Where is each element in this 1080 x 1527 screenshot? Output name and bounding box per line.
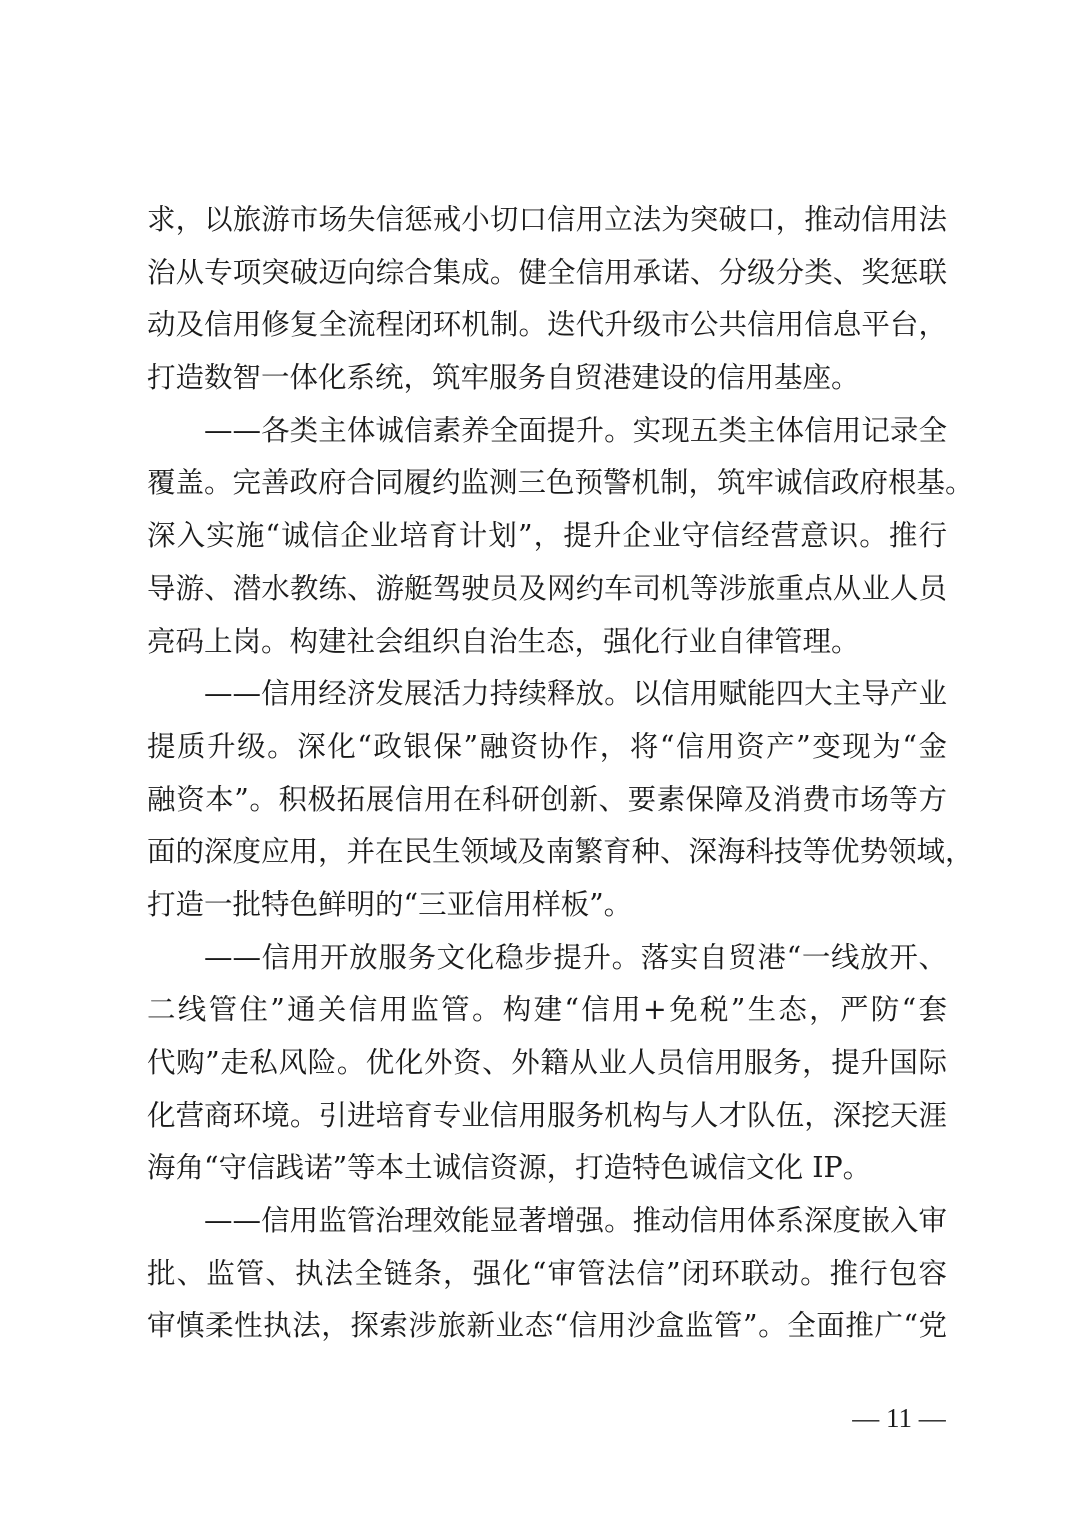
text-line: ——信用经济发展活力持续释放。以信用赋能四大主导产业	[204, 677, 947, 711]
text-line: 深入实施“诚信企业培育计划”，提升企业守信经营意识。推行	[147, 519, 947, 553]
text-line: 代购”走私风险。优化外资、外籍从业人员信用服务，提升国际	[147, 1046, 947, 1079]
paragraph	[147, 194, 947, 405]
text-line: 动及信用修复全流程闭环机制。迭代升级市公共信用信息平台，	[147, 308, 947, 342]
text-line: 批、监管、执法全链条，强化“审管法信”闭环联动。推行包容	[147, 1256, 947, 1290]
text-line: 打造一批特色鲜明的“三亚信用样板”。	[147, 887, 633, 921]
text-line: 求，以旅游市场失信惩戒小切口信用立法为突破口，推动信用法	[147, 203, 947, 236]
text-line: 融资本”。积极拓展信用在科研创新、要素保障及消费市场等方	[147, 782, 947, 816]
text-line: 审慎柔性执法，探索涉旅新业态“信用沙盒监管”。全面推广“党	[147, 1309, 947, 1343]
text-line: 面的深度应用，并在民生领域及南繁育种、深海科技等优势领域，	[147, 835, 974, 869]
body-text	[147, 194, 974, 1353]
page-number: — 11 —	[852, 1403, 946, 1433]
paragraph	[147, 668, 974, 931]
paragraph	[147, 932, 947, 1195]
text-line: 亮码上岗。构建社会组织自治生态，强化行业自律管理。	[147, 624, 860, 658]
text-line: 提质升级。深化“政银保”融资协作，将“信用资产”变现为“金	[147, 729, 947, 763]
text-line: 打造数智一体化系统，筑牢服务自贸港建设的信用基座。	[147, 361, 860, 395]
text-line: ——信用监管治理效能显著增强。推动信用体系深度嵌入审	[204, 1204, 947, 1238]
text-line: 覆盖。完善政府合同履约监测三色预警机制，筑牢诚信政府根基。	[147, 466, 974, 500]
text-line: 海角“守信践诺”等本土诚信资源，打造特色诚信文化 IP。	[147, 1151, 872, 1185]
text-line: 导游、潜水教练、游艇驾驶员及网约车司机等涉旅重点从业人员	[147, 571, 947, 605]
text-line: 治从专项突破迈向综合集成。健全信用承诺、分级分类、奖惩联	[147, 255, 947, 289]
text-line: 二线管住”通关信用监管。构建“信用+免税”生态，严防“套	[147, 993, 947, 1027]
text-line: ——信用开放服务文化稳步提升。落实自贸港“一线放开、	[204, 940, 947, 974]
paragraph	[147, 1195, 947, 1353]
text-line: 化营商环境。引进培育专业信用服务机构与人才队伍，深挖天涯	[147, 1098, 947, 1132]
text-line: ——各类主体诚信素养全面提升。实现五类主体信用记录全	[204, 413, 947, 447]
paragraph	[147, 405, 974, 668]
